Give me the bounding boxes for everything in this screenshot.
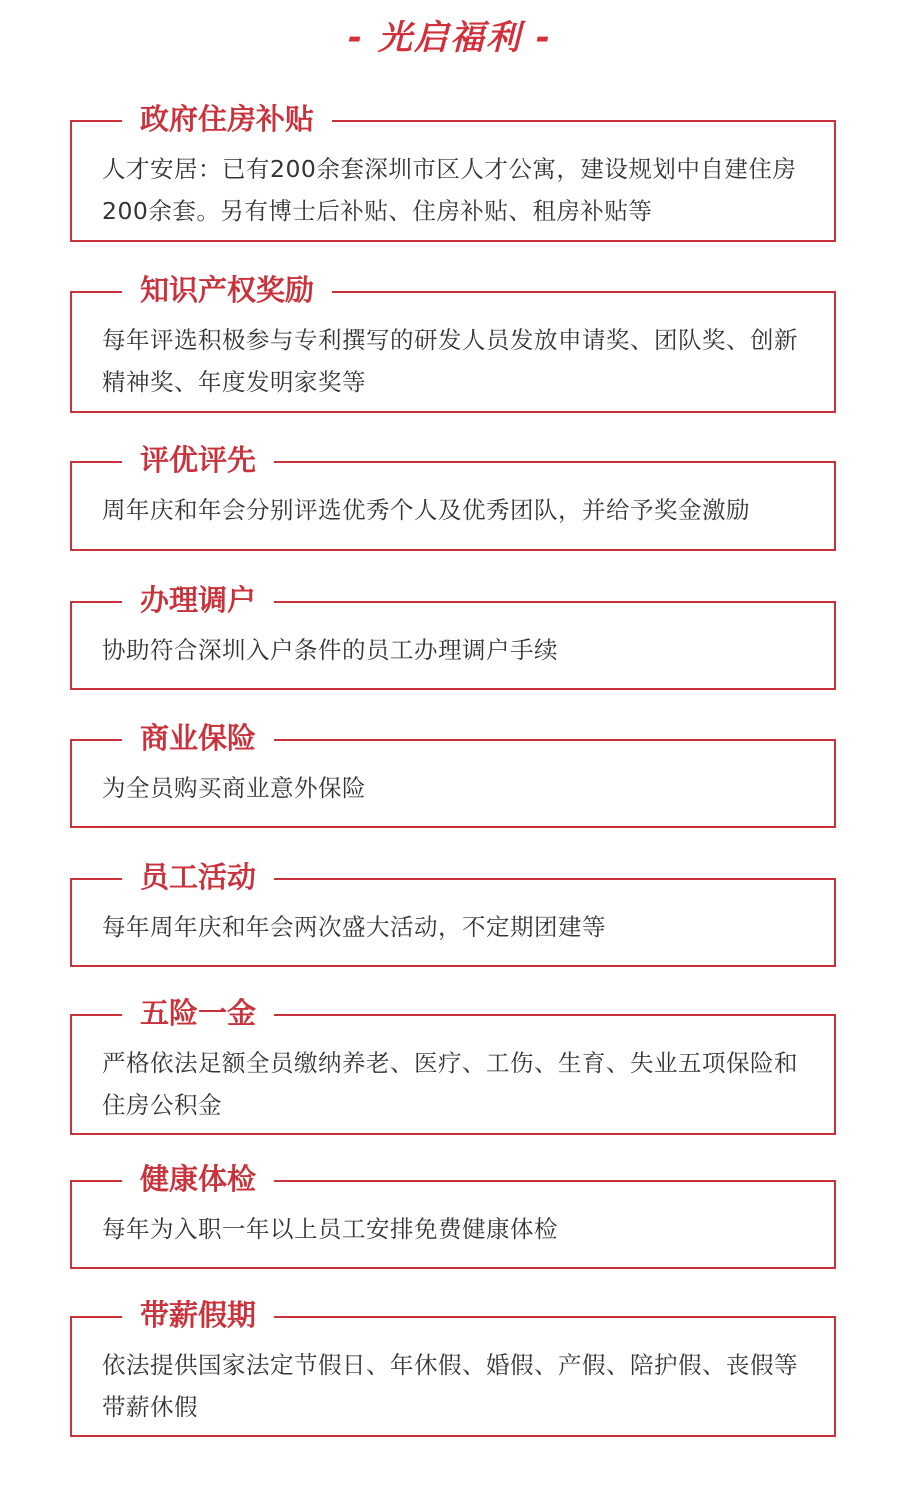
- section-title: 带薪假期: [122, 1292, 274, 1338]
- section-title: 健康体检: [122, 1156, 274, 1202]
- benefit-commercial-insurance: [70, 721, 836, 828]
- benefit-housing-subsidy: [70, 102, 836, 242]
- section-text: 为全员购买商业意外保险: [102, 774, 366, 802]
- section-title: 商业保险: [122, 715, 274, 761]
- page-title: - 光启福利 -: [348, 18, 552, 58]
- section-title: 五险一金: [122, 990, 274, 1036]
- benefit-hukou-transfer: [70, 583, 836, 690]
- section-text: 人才安居：已有200余套深圳市区人才公寓，建设规划中自建住房200余套。另有博士后补贴、住房补贴、租房补贴等: [102, 155, 797, 225]
- section-title: 办理调户: [122, 577, 274, 623]
- benefit-ip-reward: [70, 273, 836, 413]
- benefit-awards: [70, 443, 836, 551]
- section-title: 评优评先: [122, 437, 274, 483]
- section-text: 周年庆和年会分别评选优秀个人及优秀团队，并给予奖金激励: [102, 496, 750, 524]
- benefit-paid-leave: [70, 1298, 836, 1437]
- benefit-health-checkup: [70, 1162, 836, 1269]
- benefit-social-insurance: [70, 996, 836, 1135]
- benefit-employee-activities: [70, 860, 836, 967]
- section-text: 协助符合深圳入户条件的员工办理调户手续: [102, 636, 558, 664]
- section-text: 每年评选积极参与专利撰写的研发人员发放申请奖、团队奖、创新精神奖、年度发明家奖等: [102, 326, 798, 396]
- section-title: 员工活动: [122, 854, 274, 900]
- section-title: 政府住房补贴: [122, 96, 332, 142]
- section-text: 严格依法足额全员缴纳养老、医疗、工伤、生育、失业五项保险和住房公积金: [102, 1049, 798, 1119]
- section-text: 每年为入职一年以上员工安排免费健康体检: [102, 1215, 558, 1243]
- section-text: 依法提供国家法定节假日、年休假、婚假、产假、陪护假、丧假等带薪休假: [102, 1351, 798, 1421]
- section-text: 每年周年庆和年会两次盛大活动，不定期团建等: [102, 913, 606, 941]
- section-title: 知识产权奖励: [122, 267, 332, 313]
